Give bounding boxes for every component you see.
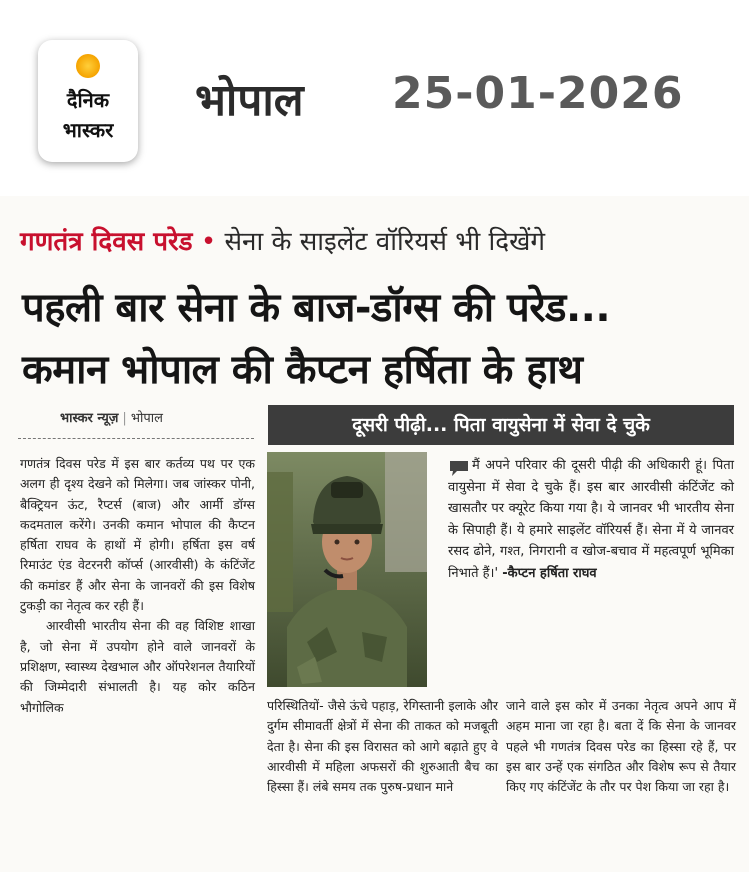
headline-line-1: पहली बार सेना के बाज-डॉग्स की परेड...: [22, 285, 611, 331]
pull-quote: [448, 455, 734, 584]
quote-icon: [448, 459, 470, 477]
logo-line-2: भास्कर: [62, 118, 114, 142]
byline: [60, 408, 163, 426]
body-column-2: [267, 696, 498, 797]
dainik-bhaskar-logo: [38, 40, 138, 162]
edition-city: भोपाल: [195, 75, 304, 126]
paragraph: परिस्थितियों- जैसे ऊंचे पहाड़, रेगिस्तानी इलाके और दुर्गम सीमावर्ती क्षेत्रों में सेना की ताकत को मजबूती देता है। सेना की इस विरासत को आगे बढ़ाते हुए वे आरवीसी में महिला अफसरों की शुरुआती बैच का हिस्सा हैं। लंबे समय तक पुरुष-प्रधान माने: [267, 698, 498, 795]
headline-line-2: कमान भोपाल की कैप्टन हर्षिता के हाथ: [22, 347, 583, 393]
quote-body: [448, 455, 734, 584]
kicker: [20, 222, 545, 258]
captain-photo: [267, 452, 427, 687]
byline-city: भोपाल: [130, 411, 163, 426]
body-column-3: [506, 696, 736, 797]
logo-line-1: दैनिक: [66, 88, 110, 112]
quote-author: -कैप्टन हर्षिता राघव: [502, 565, 597, 581]
edition-date: 25-01-2026: [392, 68, 684, 119]
quote-text: मैं अपने परिवार की दूसरी पीढ़ी की अधिकारी हूं। पिता वायुसेना में सेवा दे चुके हैं। इस बार आरवीसी कंटिंजेंट को खासतौर पर क्यूरेट किया गया है। ये जानवर भी भारतीय सेना के सिपाही हैं। ये हमारे साइलेंट वॉरियर्स हैं। सेना में ये जानवर रसद ढोने, गश्त, निगरानी व खोज-बचाव में महत्वपूर्ण भूमिका निभाते हैं।': [448, 458, 734, 581]
paragraph: जाने वाले इस कोर में उनका नेतृत्व अपने आप में अहम माना जा रहा है। बता दें कि सेना के जानवर पहले भी गणतंत्र दिवस परेड का हिस्सा रहे हैं, पर इस बार उन्हें एक संगठित और विशेष रूप से तैयार किए गए कंटिंजेंट के तौर पर पेश किया जा रहा है।: [506, 698, 736, 795]
byline-source: भास्कर न्यूज़: [60, 411, 119, 426]
sun-icon: [76, 54, 100, 78]
subheading-band: दूसरी पीढ़ी... पिता वायुसेना में सेवा दे चुके: [268, 405, 734, 445]
paragraph: गणतंत्र दिवस परेड में इस बार कर्तव्य पथ पर एक अलग ही दृश्य देखने को मिलेगा। जब जांस्कर पोनी, बैक्ट्रियन ऊंट, रैप्टर्स (बाज) और आर्मी डॉग्स कदमताल करेंगे। उनकी कमान भोपाल की कैप्टन हर्षिता राघव के हाथों में होगी। हर्षिता इस वर्ष रिमाउंट एंड वेटरनरी कॉर्प्स (आरवीसी) के कंटिंजेंट की कमांडर हैं और सेना के जानवरों की इस विशेष टुकड़ी का नेतृत्व कर रही हैं।: [20, 456, 255, 614]
kicker-label: गणतंत्र दिवस परेड: [20, 227, 193, 257]
body-column-1: [20, 454, 255, 718]
soldier-portrait-image: [267, 452, 427, 687]
kicker-bullet: •: [192, 227, 225, 257]
byline-divider: [18, 438, 254, 439]
kicker-subtitle: सेना के साइलेंट वॉरियर्स भी दिखेंगे: [224, 227, 545, 257]
byline-separator: |: [122, 411, 127, 426]
paragraph: आरवीसी भारतीय सेना की वह विशिष्ट शाखा है, जो सेना में उपयोग होने वाले जानवरों के प्रशिक्षण, स्वास्थ्य देखभाल और ऑपरेशनल तैयारियों की जिम्मेदारी संभालती है। यह कोर कठिन भौगोलिक: [20, 618, 255, 715]
